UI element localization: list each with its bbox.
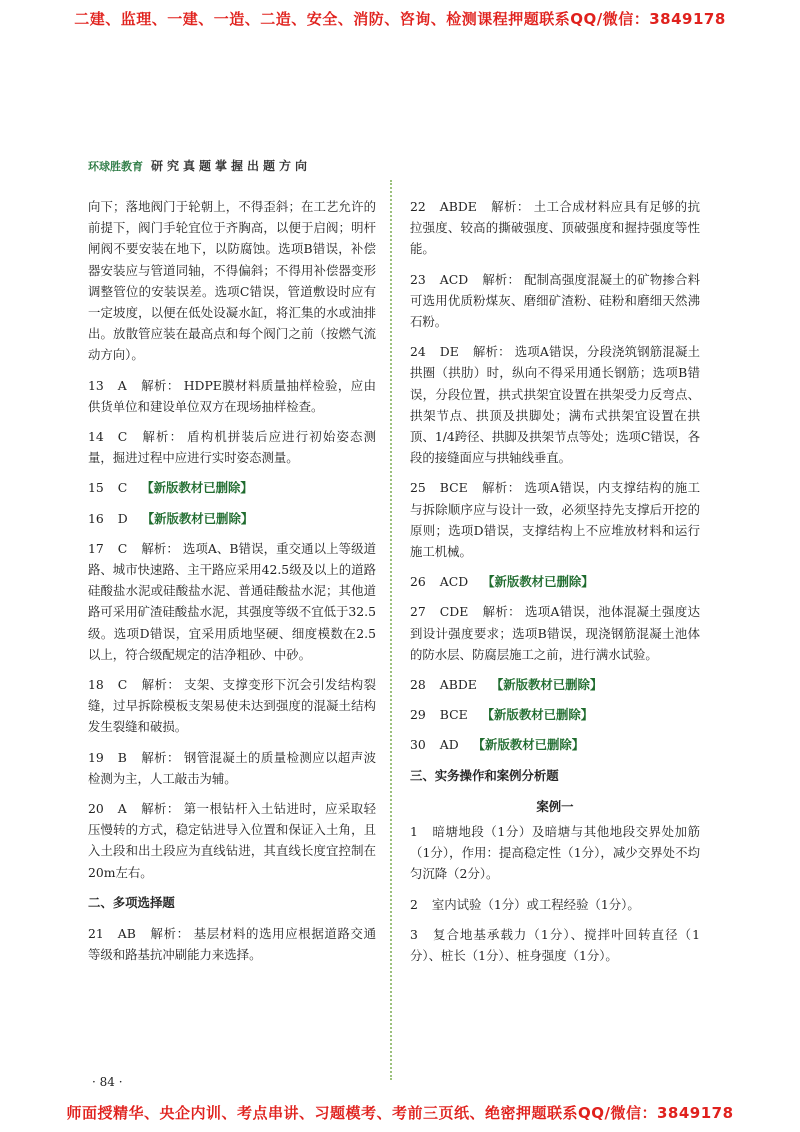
page-header [88, 157, 311, 174]
item-answer: D [117, 510, 128, 526]
item-answer: A [117, 377, 127, 393]
removed-tag: 【新版教材已删除】 [490, 677, 603, 693]
item-answer: ABDE [439, 199, 477, 214]
answer-item-21 [88, 923, 376, 965]
case-answer-3 [410, 924, 700, 966]
answer-item-17 [88, 538, 376, 665]
bottom-promo-banner: 师面授精华、央企内训、考点串讲、习题模考、考前三页纸、绝密押题联系QQ/微信：3849178 [66, 1104, 734, 1122]
item-number: 15 [88, 480, 104, 496]
left-column [88, 196, 376, 975]
item-number: 19 [88, 749, 104, 765]
item-answer: C [117, 429, 128, 445]
item-label: 解析： [490, 199, 530, 214]
case-item-number: 3 [410, 926, 418, 942]
answer-item-16 [88, 508, 376, 529]
item-label: 解析： [140, 801, 180, 817]
answer-item-23 [410, 269, 700, 333]
answer-item-20 [88, 798, 376, 883]
item-explanation: 钢管混凝土的质量检测应以超声波检测为主，人工敲击为辅。 [88, 749, 377, 786]
item-answer: ABDE [439, 677, 477, 693]
item-explanation: 第一根钻杆入土钻进时，应采取轻压慢转的方式，稳定钻进导入位置和保证入土角，且入土段和出土段应为直线钻进，其直线长度宜控制在20m左右。 [88, 801, 377, 880]
section-title-case-analysis: 三、实务操作和案例分析题 [410, 767, 559, 783]
item-number: 23 [410, 271, 426, 287]
item-explanation: 土工合成材料应具有足够的抗拉强度、较高的撕破强度、顶破强度和握持强度等性能。 [410, 199, 701, 257]
item-number: 30 [410, 737, 426, 753]
item-number: 28 [410, 677, 426, 693]
case-item-text: 暗塘地段（1分）及暗塘与其他地段交界处加筋（1分），作用：提高稳定性（1分），减少交界处不均匀沉降（2分）。 [410, 824, 700, 882]
answer-item-22 [410, 196, 700, 260]
top-promo-banner: 二建、监理、一建、一造、二造、安全、消防、咨询、检测课程押题联系QQ/微信：3849178 [74, 10, 726, 28]
answer-item-30 [410, 734, 700, 755]
item-answer: ACD [439, 574, 469, 590]
item-number: 21 [88, 926, 104, 942]
item-number: 25 [410, 480, 426, 496]
removed-tag: 【新版教材已删除】 [481, 707, 594, 723]
item-explanation: 选项A错误，内支撑结构的施工与拆除顺序应与设计一致，必须坚持先支撑后开挖的原则；选项D错误，支撑结构上不应堆放材料和运行施工机械。 [410, 480, 701, 560]
item-explanation: 支架、支撑变形下沉会引发结构裂缝，过早拆除模板支架易使未达到强度的混凝土结构发生裂缝和破损。 [88, 677, 377, 735]
item-label: 解析： [140, 749, 180, 765]
item-number: 26 [410, 574, 426, 590]
item-number: 16 [88, 510, 104, 526]
answer-item-18 [88, 674, 376, 738]
answer-item-15 [88, 477, 376, 498]
item-answer: ACD [439, 271, 469, 287]
answer-item-29 [410, 704, 700, 725]
item-label: 解析： [140, 377, 180, 393]
item-answer: AD [439, 737, 459, 753]
case-item-number: 2 [410, 896, 418, 912]
item-explanation: 选项A错误，池体混凝土强度达到设计强度要求；选项B错误，现浇钢筋混凝土池体的防水层、防腐层施工之前，进行满水试验。 [410, 604, 701, 662]
item-explanation: 基层材料的选用应根据道路交通等级和路基抗冲刷能力来选择。 [88, 926, 377, 963]
removed-tag: 【新版教材已删除】 [482, 574, 594, 590]
item-explanation: HDPE膜材料质量抽样检验，应由供货单位和建设单位双方在现场抽样检查。 [88, 377, 377, 414]
item-explanation: 盾构机拼装后应进行初始姿态测量，掘进过程中应进行实时姿态测量。 [88, 429, 377, 466]
item-number: 24 [410, 344, 426, 360]
item-explanation: 配制高强度混凝土的矿物掺合料可选用优质粉煤灰、磨细矿渣粉、硅粉和磨细天然沸石粉。 [410, 271, 701, 330]
item-number: 20 [88, 801, 104, 817]
item-explanation: 选项A、B错误，重交通以上等级道路、城市快速路、主干路应采用42.5级及以上的道路硅酸盐水泥或硅酸盐水泥、普通硅酸盐水泥；其他道路可采用矿渣硅酸盐水泥，其强度等级不宜低于32.5级。选项D错误，宜采用质地坚硬、细度模数在2.5以上，符合级配规定的洁净粗砂、中砂。 [88, 540, 377, 662]
item-answer: C [117, 677, 128, 693]
column-divider [390, 180, 392, 1080]
item-explanation: 选项A错误，分段浇筑钢筋混凝土拱圈（拱肋）时，纵向不得采用通长钢筋；选项B错误，分段位置，拱式拱架宜设置在拱架受力反弯点、拱架节点、拱顶及拱脚处；满布式拱架宜设置在拱顶、1/4跨径、拱脚及拱架节点等处；选项C错误，各段的接缝面应与拱轴线垂直。 [410, 344, 700, 466]
item-label: 解析： [141, 540, 179, 556]
item-answer: B [117, 749, 127, 765]
answer-item-25 [410, 477, 700, 562]
removed-tag: 【新版教材已删除】 [472, 737, 585, 753]
item-number: 13 [88, 377, 104, 393]
case-item-text: 室内试验（1分）或工程经验（1分）。 [431, 896, 640, 912]
item-answer: CDE [439, 604, 469, 620]
item-answer: BCE [439, 480, 468, 496]
item-answer: C [117, 480, 128, 496]
item-label: 解析： [482, 271, 521, 287]
answer-item-27 [410, 601, 700, 665]
header-slogan: 研究真题掌握出题方向 [151, 159, 312, 173]
left-intro-paragraph: 向下；落地阀门于轮朝上，不得歪斜；在工艺允许的前提下，阀门手轮宜位于齐胸高，以便于启阀；明杆闸阀不要安装在地下，以防腐蚀。选项B错误，补偿器安装应与管道同轴，不得偏斜；不得用补偿器变形调整管位的安装误差。选项C错误，管道敷设时应有一定坡度，以便在低处设凝水缸，将汇集的水或油排出。放散管应装在最高点和每个阀门之前（按燃气流动方向）。 [88, 199, 376, 363]
section-title-multiple-choice: 二、多项选择题 [88, 894, 175, 910]
item-answer: A [117, 801, 127, 817]
item-number: 22 [410, 199, 426, 214]
item-label: 解析： [482, 604, 521, 620]
brand-logo-text: 环球胜教育 [88, 160, 143, 173]
item-number: 18 [88, 677, 104, 693]
item-label: 解析： [141, 429, 184, 445]
case-title: 案例一 [536, 798, 574, 814]
answer-item-24 [410, 341, 700, 468]
item-label: 解析： [472, 344, 511, 360]
case-answer-1 [410, 821, 700, 885]
item-label: 解析： [141, 677, 181, 693]
case-item-text: 复合地基承载力（1分）、搅拌叶回转直径（1分）、桩长（1分）、桩身强度（1分）。 [410, 926, 700, 964]
item-number: 14 [88, 429, 104, 445]
item-label: 解析： [481, 480, 521, 496]
case-item-number: 1 [410, 824, 418, 840]
item-answer: DE [439, 344, 459, 360]
case-answer-2 [410, 894, 700, 915]
answer-item-28 [410, 674, 700, 695]
item-number: 17 [88, 540, 104, 556]
removed-tag: 【新版教材已删除】 [141, 480, 253, 496]
answer-item-26 [410, 571, 700, 592]
page-number: · 84 · [92, 1075, 123, 1089]
item-answer: AB [117, 926, 136, 942]
item-label: 解析： [149, 926, 190, 942]
removed-tag: 【新版教材已删除】 [141, 510, 254, 526]
answer-item-19 [88, 747, 376, 789]
answer-item-14 [88, 426, 376, 468]
answer-item-13 [88, 375, 376, 417]
right-column [410, 196, 700, 975]
item-number: 27 [410, 604, 426, 620]
item-number: 29 [410, 707, 426, 723]
item-answer: C [117, 540, 128, 556]
item-answer: BCE [439, 707, 468, 723]
